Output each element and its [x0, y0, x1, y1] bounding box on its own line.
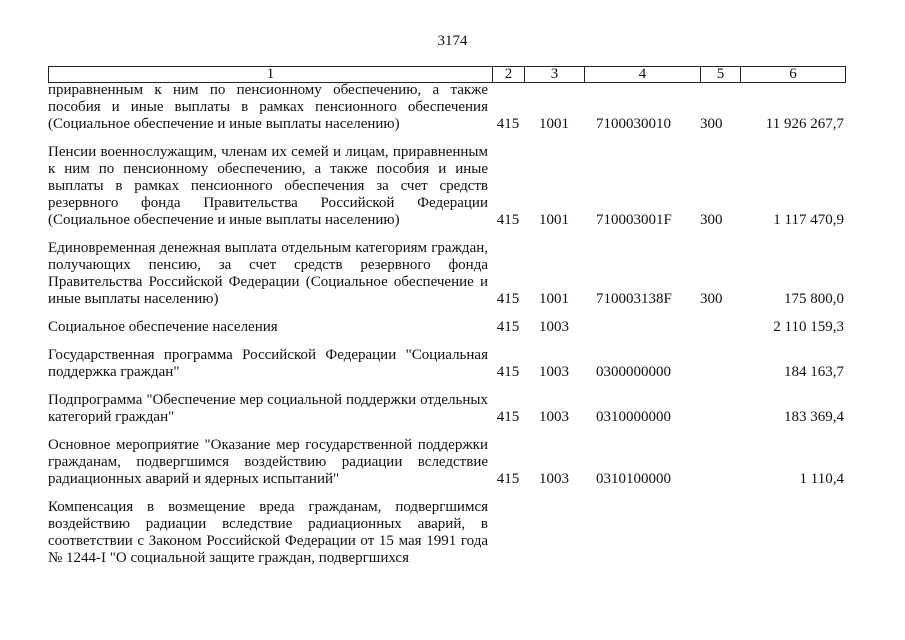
row-col-4: 710003001F: [596, 212, 672, 228]
row-col-6: 1 110,4: [799, 471, 844, 487]
row-col-4: 0310100000: [596, 471, 671, 487]
row-col-2: 415: [496, 116, 520, 132]
page-number: 3174: [437, 33, 468, 49]
table-row: [48, 437, 846, 488]
row-col-2: 415: [496, 364, 520, 380]
header-col-5: 5: [701, 67, 741, 82]
row-col-4: 0310000000: [596, 409, 671, 425]
header-col-6: 6: [789, 66, 797, 82]
row-col-3: 1001: [539, 116, 569, 132]
row-col-6: 184 163,7: [784, 364, 844, 380]
row-description: приравненным к ним по пенсионному обеспечению, а также пособия и иные выплаты в рамках пенсионного обеспечения (Социальное обеспечение и иные выплаты населению): [48, 82, 488, 132]
row-col-2: 415: [496, 212, 520, 228]
row-col-3: 1003: [539, 319, 569, 335]
row-col-5: 300: [700, 212, 723, 228]
row-col-6: 2 110 159,3: [773, 319, 844, 335]
row-description: Социальное обеспечение населения: [48, 319, 278, 335]
table-row: [48, 347, 846, 381]
row-col-3: 1001: [539, 291, 569, 307]
row-col-2: 415: [496, 471, 520, 487]
row-description: Основное мероприятие "Оказание мер государственной поддержки гражданам, подвергшимся воздействию радиации вследствие радиационных аварий и ядерных испытаний": [48, 437, 488, 487]
table-row: [48, 240, 846, 308]
row-col-2: 415: [496, 409, 520, 425]
row-col-3: 1003: [539, 471, 569, 487]
row-col-2: 415: [496, 291, 520, 307]
header-col-4: 4: [585, 67, 701, 82]
row-col-5: 300: [700, 116, 723, 132]
row-col-3: 1001: [539, 212, 569, 228]
table-header: [48, 66, 846, 83]
header-col-2: 2: [493, 67, 525, 82]
table-row: [48, 392, 846, 426]
row-col-4: 0300000000: [596, 364, 671, 380]
row-description: Компенсация в возмещение вреда гражданам, подвергшимся воздействию радиации вследствие радиационных аварий, в соответствии с Законом Российской Федерации от 15 мая 1991 года № 1244-I "О социальной защите граждан, подвергшихся: [48, 499, 488, 566]
row-col-6: 183 369,4: [784, 409, 844, 425]
table-row: [48, 144, 846, 229]
row-col-6: 11 926 267,7: [765, 116, 844, 132]
row-description: Пенсии военнослужащим, членам их семей и лицам, приравненным к ним по пенсионному обеспечению, а также пособия и иные выплаты в рамках пенсионного обеспечения за счет средств резервного фонда Правительства Российской Федерации (Социальное обеспечение и иные выплаты населению): [48, 144, 488, 228]
row-col-6: 175 800,0: [784, 291, 844, 307]
row-col-3: 1003: [539, 409, 569, 425]
row-description: Единовременная денежная выплата отдельным категориям граждан, получающих пенсию, за счет средств резервного фонда Правительства Российской Федерации (Социальное обеспечение и иные выплаты населению): [48, 240, 488, 307]
table-row: [48, 319, 846, 336]
table-row: [48, 82, 846, 133]
row-col-3: 1003: [539, 364, 569, 380]
row-description: Государственная программа Российской Федерации "Социальная поддержка граждан": [48, 347, 488, 380]
row-col-5: 300: [700, 291, 723, 307]
row-col-4: 7100030010: [596, 116, 671, 132]
budget-table-body: [48, 82, 846, 578]
row-col-2: 415: [496, 319, 520, 335]
header-col-3: 3: [525, 67, 585, 82]
table-row: [48, 499, 846, 567]
row-description: Подпрограмма "Обеспечение мер социальной поддержки отдельных категорий граждан": [48, 392, 488, 425]
row-col-4: 710003138F: [596, 291, 672, 307]
row-col-6: 1 117 470,9: [773, 212, 844, 228]
header-col-1: 1: [49, 67, 493, 82]
